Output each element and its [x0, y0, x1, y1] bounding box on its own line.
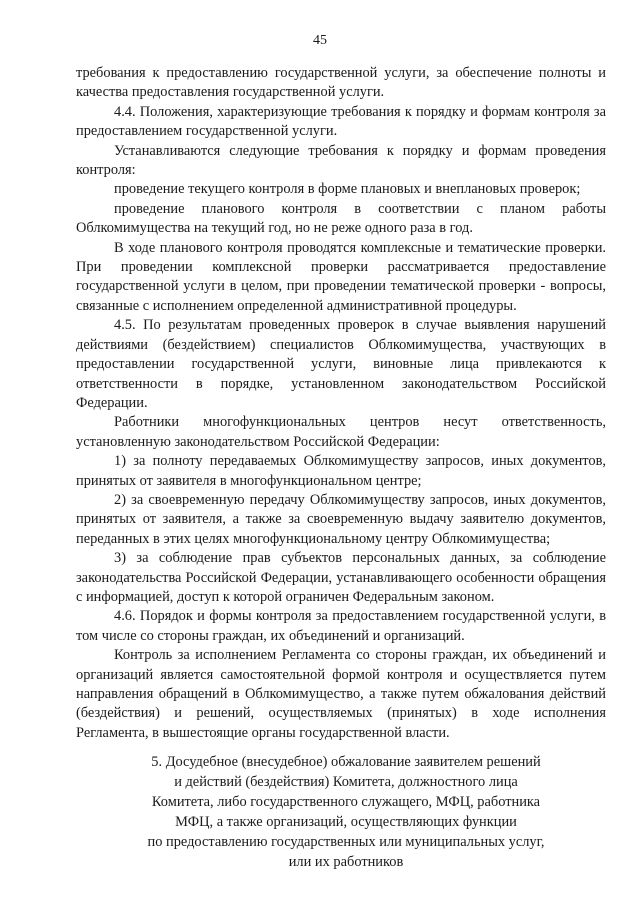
list-item-2: 2) за своевременную передачу Облкомимуществу запросов, иных документов, принятых от заявителя, а также за своевременную выдачу заявителю документов, переданных в этих целях многофункциональному центру Облкомимущества; — [76, 491, 606, 547]
paragraph-inspections: В ходе планового контроля проводятся комплексные и тематические проверки. При проведении комплексной проверки рассматривается предоставление государственной услуги в целом, при проведении тематической проверки - вопросы, связанные с исполнением определенной административной процедуры. — [76, 239, 606, 314]
body-text — [76, 64, 606, 743]
page-number: 45 — [313, 33, 327, 48]
section-title-line: по предоставлению государственных или муниципальных услуг, — [147, 834, 545, 850]
section-title-line: 5. Досудебное (внесудебное) обжалование заявителем решений — [151, 754, 541, 770]
paragraph-planned-control: проведение планового контроля в соответствии с планом работы Облкомимущества на текущий год, но не реже одного раза в год. — [76, 200, 606, 237]
paragraph-citizen-control: Контроль за исполнением Регламента со стороны граждан, их объединений и организаций является самостоятельной формой контроля и осуществляется путем направления обращений в Облкомимущество, а также путем обжалования действий (бездействия) и решений, осуществляемых (принятых) в ходе исполнения Регламента, в вышестоящие органы государственной власти. — [76, 647, 606, 741]
paragraph-requirements: Устанавливаются следующие требования к порядку и формам проведения контроля: — [76, 142, 606, 179]
section-title-line: и действий (бездействия) Комитета, должностного лица — [174, 774, 518, 790]
list-item-3: 3) за соблюдение прав субъектов персональных данных, за соблюдение законодательства Российской Федерации, устанавливающего особенности обращения с информацией, доступ к которой ограничен Федеральным законом. — [76, 550, 606, 605]
list-item-1: 1) за полноту передаваемых Облкомимуществу запросов, иных документов, принятых от заявителя в многофункциональном центре; — [76, 453, 606, 489]
section-5-title — [76, 752, 616, 872]
paragraph-4-6: 4.6. Порядок и формы контроля за предоставлением государственной услуги, в том числе со стороны граждан, их объединений и организаций. — [76, 608, 606, 644]
section-title-line: или их работников — [288, 854, 404, 870]
section-title-line: МФЦ, а также организаций, осуществляющих функции — [175, 814, 517, 830]
paragraph-mfc-staff: Работники многофункциональных центров несут ответственность, установленную законодательством Российской Федерации: — [76, 414, 606, 450]
paragraph-4-4: 4.4. Положения, характеризующие требования к порядку и формам контроля за предоставлением государственной услуги. — [76, 103, 606, 140]
paragraph-4-5: 4.5. По результатам проведенных проверок в случае выявления нарушений действиями (бездействием) специалистов Облкомимущества, участвующих в предоставлении государственной услуги, виновные лица привлекаются к ответственности в порядке, установленном законодательством Российской Федерации. — [76, 317, 606, 411]
paragraph-current-control: проведение текущего контроля в форме плановых и внеплановых проверок; — [114, 181, 581, 198]
paragraph-continuation: требования к предоставлению государственной услуги, за обеспечение полноты и качества предоставления государственной услуги. — [76, 65, 606, 101]
section-title-line: Комитета, либо государственного служащего, МФЦ, работника — [151, 794, 541, 810]
